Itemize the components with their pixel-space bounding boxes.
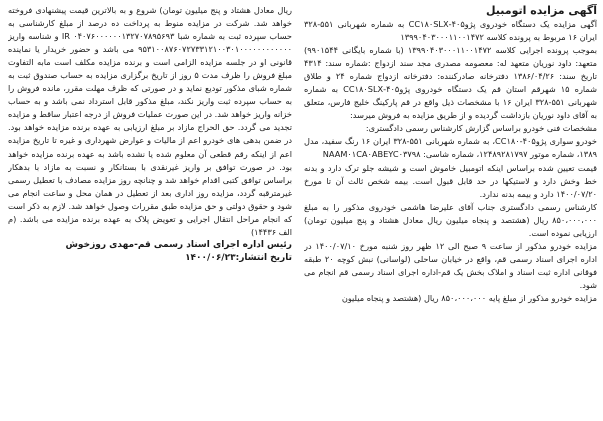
- notice-paragraph: ریال معادل هشتاد و پنج میلیون تومان) شروع و به بالاترین قیمت پیشنهادی فروخته خواهد شد. شرکت در مزایده منوط به پرداخت ده درصد از مبلغ کارشناسی به حساب سپرده ثبت به شماره شبا IR ۰۴۰۷۶۰۰۰۰۰۰۱۳۲۷۰۷۸۹۵۶۹۳ و شناسه واریز ۹۵۳۱۰۰۸۷۶۰۷۲۷۳۳۱۲۱۰۰۳۰۱۰۰۰۰۰۰۰۰۰۰۰۰ می باشد و حضور خریدار یا نماینده قانونی او در جلسه مزایده الزامی است و برنده مزایده مکلف است مابه التفاوت مبلغ فروش را ظرف مدت ۵ روز از تاریخ برگزاری مزایده به حساب صندوق ثبت به شماره شبای مذکور تودیع نماید و در صورتی که ظرف مهلت مقرر، مانده فروش را به حساب سپرده ثبت واریز نکند، مبلغ مذکور قابل استرداد نمی باشد و به حساب خزانه واریز خواهد شد. در این صورت عملیات فروش از درجه اعتبار ساقط و مزایده تجدید می گردد. حق الحراج مازاد بر مبلغ ارزیابی به عهده برنده مزایده خواهد بود. در ضمن بدهی های خودرو اعم از مالیات و عوارض شهرداری و غیره تا تاریخ مزایده اعم از اینکه رقم قطعی آن معلوم شده یا نشده باشد به عهده برنده مزایده خواهد بود. در صورت توافق بر واریز غیرنقدی با بستانکار و نسبت به مازاد با بدهکار براساس توافق کتبی اقدام خواهد شد و چنانچه روز مزایده مصادف با تعطیل رسمی غیرمترقبه گردد، مزایده روز اداری بعد از تعطیل در همان محل و ساعت انجام می شود و حقوق دولتی و حق مزایده طبق مقررات وصول خواهد شد. لازم به ذکر است که انجام مراحل انتقال اجرایی و تعویض پلاک به عهده برنده مزایده می باشد. (م الف ۱۴۴۳۶): [8, 5, 292, 237]
- notice-paragraph: کارشناس رسمی دادگستری جناب آقای علیرضا هاشمی خودروی مذکور را به مبلغ ۸۵۰،۰۰۰،۰۰۰ ریال (هشتصد و پنجاه میلیون ریال معادل هشتاد و پنج میلیون تومان) ارزیابی نموده است.: [304, 201, 597, 238]
- notice-paragraph: بموجب پرونده اجرایی کلاسه ۱۳۹۹۰۴۰۳۰۰۰۱۱۰۰۱۴۷۲ (با شماره بایگانی ۹۹۰۱۵۴۴) متعهد: داود نوریان متعهد له: معصومه مصدری مجد سند ازدواج :شماره سند: ۴۳۱۴ تاریخ سند: ۱۳۸۶/۰۴/۲۶ دفترخانه صادرکننده: دفترخانه ازدواج شماره ۲۴ و طلاق شماره ۱۵ شهرقم استان قم یک دستگاه خودروی پژو۴۰۵-CC۱۸۰SLX به شماره شهربانی ۵۵۱-۳۲۸ ایران ۱۶ با مشخصات ذیل واقع در قم پارکینگ خلیج فارس، متعلق به آقای داود نوریان بازداشت گردیده و از طریق مزایده به فروش میرسد:: [304, 45, 597, 121]
- notice-title: آگهی مزایده اتومبیل: [485, 4, 597, 17]
- notice-signature: رئیس اداره اجرای اسناد رسمی قم-مهدی روزخوش: [65, 239, 292, 250]
- notice-paragraph: مزایده خودرو مذکور از مبلغ پایه ۸۵۰،۰۰۰،۰۰۰ ریال (هشتصد و پنجاه میلیون: [341, 292, 597, 303]
- notice-paragraph: خودرو سواری پژو۴۰۵-CC۱۸۰، به شماره شهربانی ۵۵۱-۳۲۸ ایران ۱۶ رنگ سفید، مدل ۱۳۸۹، شماره موتور ۱۲۴۸۹۲۸۱۷۹۷، شماره شاسی: NAAM۰۱CA۰ABEYC۰۳۷۹۸: [304, 136, 597, 160]
- notice-left-column: [8, 4, 292, 418]
- notice-paragraph: آگهی مزایده یک دستگاه خودروی پژو۴۰۵-CC۱۸۰SLX به شماره شهربانی ۵۵۱-۳۲۸ ایران ۱۶ مربوط به پرونده کلاسه ۱۳۹۹۰۴۰۳۰۰۰۱۱۰۰۱۴۷۲: [304, 19, 597, 43]
- notice-right-column: [304, 4, 597, 418]
- notice-paragraph: مشخصات فنی خودرو براساس گزارش کارشناس رسمی دادگستری:: [365, 123, 597, 134]
- notice-paragraph: قیمت تعیین شده براساس اینکه اتومبیل خاموش است و شیشه جلو ترک دارد و بدنه خط وخش دارد و لاستیکها در حد قابل قبول است. بیمه شخص ثالث آن تا مورخ ۱۴۰۰/۰۷/۲۰ دارد و بیمه بدنه ندارد.: [304, 162, 597, 199]
- publish-date: تاریخ انتشار:۱۴۰۰/۰۶/۲۳: [185, 252, 292, 263]
- notice-paragraph: مزایده خودرو مذکور از ساعت ۹ صبح الی ۱۲ ظهر روز شنبه مورخ ۱۴۰۰/۰۷/۱۰ در اداره اجرای اسناد رسمی قم، واقع در خیابان ساحلی (لواسانی) نبش کوچه ۲۰ طبقه فوقانی اداره ثبت اسناد و املاک بخش یک قم-اداره اجرای اسناد رسمی قم انجام می شود.: [304, 240, 597, 290]
